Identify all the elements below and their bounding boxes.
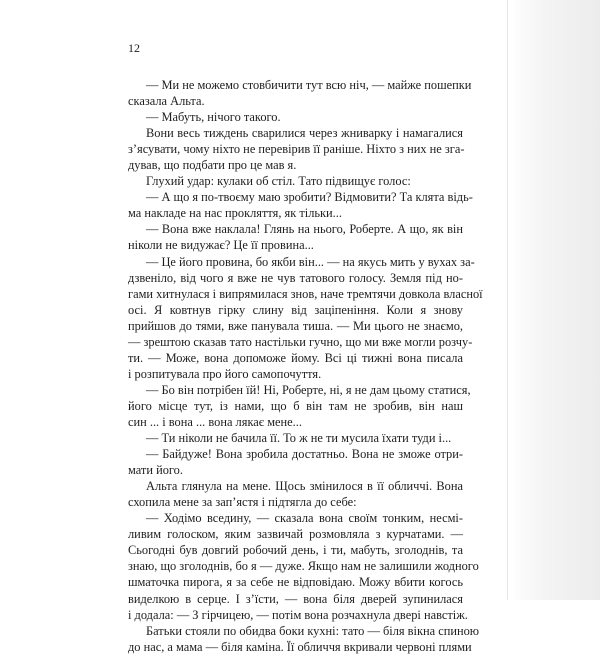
text-line: — Ми не можемо стовбичити тут всю ніч, — майже пошепки [146, 78, 472, 92]
text-line: з’ясувати, чому ніхто не перевірив її раніше. Ніхто з них не зга- [128, 142, 465, 157]
text-line: ніколи не видужає? Це її провина... [128, 238, 314, 253]
text-line: осі. Я ковтнув гірку слину від заціпеніння. Коли я знову [128, 302, 463, 317]
text-line: — Вона вже наклала! Глянь на нього, Роберте. А що, як він [146, 222, 463, 237]
text-line: дував, що подбати про це мав я. [128, 158, 297, 173]
text-line: його місце тут, із нами, що б він там не зробив, він наш [128, 398, 463, 413]
page-number: 12 [128, 41, 140, 55]
text-line: до нас, а мама — біля каміна. Її обличчя вкривали червоні плями [128, 639, 472, 654]
text-line: — Мабуть, нічого такого. [146, 110, 281, 125]
text-line: Батьки стояли по обидва боки кухні: тато — біля вікна спиною [146, 623, 480, 638]
text-line: Вони весь тиждень сварилися через жниварку і намагалися [146, 126, 463, 141]
text-line: сказала Альта. [128, 94, 205, 109]
text-line: — зрештою сказав тато настільки гучно, що ми вже могли розчу- [128, 334, 473, 349]
text-line: — А що я по-твоєму маю зробити? Відмовити? Та клята відь- [146, 190, 473, 205]
text-line: мати його. [128, 463, 183, 478]
text-line: виделкою в серце. І з’їсти, — вона біля дверей зупинилася [128, 591, 463, 606]
text-line: — Байдуже! Вона зробила достатньо. Вона не зможе отри- [146, 447, 463, 462]
text-line: ма накладе на нас прокляття, як тільки... [128, 206, 342, 221]
text-line: ти. — Може, вона допоможе йому. Всі ці тижні вона писала [128, 350, 463, 365]
text-line: Альта глянула на мене. Щось змінилося в її обличчі. Вона [146, 479, 463, 494]
page-gutter-shadow [508, 0, 600, 600]
text-line: дзвеніло, від чого я вже не чув татового голосу. Земля під но- [128, 270, 463, 285]
text-line: ливим голоском, яким зазвичай розмовляла з курчатами. — [128, 527, 463, 542]
text-line: прийшов до тями, вже панувала тиша. — Ми цього не знаємо, [128, 318, 463, 333]
text-line: — Бо він потрібен їй! Ні, Роберте, ні, я не дам цьому статися, [146, 382, 471, 397]
text-line: — Ходімо вседину, — сказала вона своїм тонким, несмі- [146, 511, 463, 526]
text-line: Глухий удар: кулаки об стіл. Тато підвищує голос: [146, 174, 411, 189]
text-line: знаю, що зголоднів, бо я — дуже. Якщо нам не залишили жодного [128, 559, 479, 574]
text-line: і додала: — З гірчицею, — потім вона розчахнула двері навстіж. [128, 607, 468, 622]
text-line: Сьогодні був довгий робочий день, і ти, мабуть, зголоднів, та [128, 543, 463, 558]
text-line: шматочка пирога, я за себе не відповідаю. Можу вбити когось [128, 575, 463, 590]
text-line: син ... і вона ... вона лякає мене... [128, 414, 302, 429]
text-line: гами хитнулася і випрямилася знов, наче тремтячи довкола власної [128, 286, 483, 301]
body-text [128, 77, 483, 655]
text-line: — Ти ніколи не бачила її. То ж не ти мусила їхати туди і... [146, 431, 452, 446]
text-line: і розпитувала про його самопочуття. [128, 366, 322, 381]
page-edge [507, 0, 508, 600]
text-line: схопила мене за зап’ястя і підтягла до себе: [128, 495, 357, 510]
text-line: — Це його провина, бо якби він... — на якусь мить у вухах за- [146, 254, 475, 269]
